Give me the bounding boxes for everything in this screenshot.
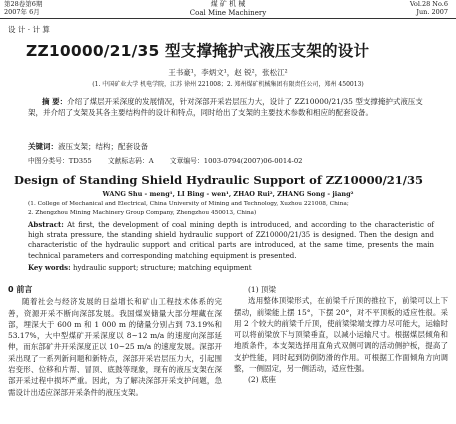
article-number: 文章编号：1003-0794(2007)06-0014-02 [169,157,303,165]
authors-en: WANG Shu - meng¹, LI Bing - wen¹, ZHAO Rui², ZHANG Song - jiang² [102,190,354,198]
journal-name-cn: 煤 矿 机 械 [210,0,246,8]
abstract-en-text: At first, the development of coal mining depth is introduced, and according to the characteristic of high strata pressure, the standing shield hydraulic support of ZZ10000/21/35 is designed. Then the design and characteristic of the hydraulic support and critical parts are introduced, at the same time, presents the main technical parameters and corresponding matching equipment is presented. [28,221,434,260]
issue-date-cn: 2007年 6月 [4,8,40,16]
keywords-en-text: hydraulic support; structure; matching equipment [72,264,252,272]
classification-cn [28,155,448,165]
running-head [0,0,456,19]
keywords-cn [28,141,432,152]
top-beam-paragraph: 选用整体顶梁形式，在前梁千斤顶的推拉下，前梁可以上下摆动，前梁能上摆 15°，下摆 20°，对不平顶板的适应性很。采用 2 个较大的前梁千斤顶，使前梁梁端支撑力尽可能大，运输时可以将前梁放下与顶梁垂直，以减小运输尺寸。根据煤层倾角和地质条件，本支架选择用直角式双侧可调的活动侧护板，提高了支护性能，同时起到防倒防滑的作用。可根据工作面倾角方向调整，一侧固定，另一侧活动，适应性强。 [234,296,448,374]
journal-name [0,0,456,17]
keywords-cn-label: 关键词： [28,142,58,151]
body-column-right [234,284,448,386]
section-heading-introduction: 0 前言 [8,285,33,294]
affiliation-cn: (1. 中国矿业大学 机电学院，江苏 徐州 221008；2. 郑州煤矿机械集团有限责任公司，郑州 450013) [92,81,364,88]
affiliation-en-line2: 2. Zhengzhou Mining Machinery Group Company, Zhengzhou 450013, China) [28,209,257,216]
issue-date-en: Jun. 2007 [416,8,448,16]
affiliation-en-line1: (1. College of Mechanical and Electrical, China University of Mining and Technology, Xuzhou 221008, China; [28,201,349,207]
authors-cn: 王书豪¹，李炳文¹，赵 锐²，张松江² [168,68,288,77]
paper-title-cn: ZZ10000/21/35 型支撑掩护式液压支架的设计 [26,42,370,60]
volume-issue: 第28卷第6期 [4,0,43,8]
keywords-en-label: Key words: [28,263,71,272]
abstract-en [28,220,434,261]
document-code: 文献标志码：A [107,157,154,165]
abstract-en-label: Abstract: [28,220,64,229]
volume-issue-en: Vol.28 No.6 [409,0,448,8]
journal-name-en: Coal Mine Machinery [189,8,267,17]
section-tag: 设 计 · 计 算 [8,25,50,34]
subsection-heading-base: (2) 底座 [248,375,277,385]
affiliation-en [28,200,438,217]
paper-title-en: Design of Standing Shield Hydraulic Support of ZZ10000/21/35 [14,173,423,187]
keywords-en [28,263,434,272]
clc-number: 中图分类号：TD355 [28,157,92,165]
abstract-cn-label: 摘 要： [42,97,68,106]
introduction-paragraph: 随着社会与经济发展的日益增长和矿山工程技术体系的完善，资源开采不断向深部发展。我国煤炭储量大部分埋藏在深部，埋深大于 600 m 和 1 000 m 的储量分别占到 73.19%和 53.17%，大中型煤矿开采深度以 8~12 m/a 的速度向深部延伸，而东部矿井开采深度正以 10~25 m/a 的速度发展。深部开采出现了一系列新问题和新特点，深部开采岩层压力大，引起围岩变形、位移和片帮、冒顶、底鼓等现象，现有的液压支架在深部开采过程中损坏严重。因此，为了解决深部开采支护问题，急需设计出适应深部开采条件的液压支架。 [8,297,222,397]
keywords-cn-text: 液压支架；结构；配套设备 [58,142,148,151]
abstract-cn [28,96,432,118]
abstract-cn-text: 介绍了煤层开采深度的发展情况，针对深部开采岩层压力大，设计了 ZZ10000/21/35 型支撑掩护式液压支架，并介绍了支架及其各主要结构件的设计和特点，同时给出了支架的主要技术参数和相应的配套设备。 [28,97,423,117]
running-head-right [410,0,448,16]
body-column-left [8,284,222,398]
subsection-heading-top-beam: (1) 顶梁 [248,285,277,294]
